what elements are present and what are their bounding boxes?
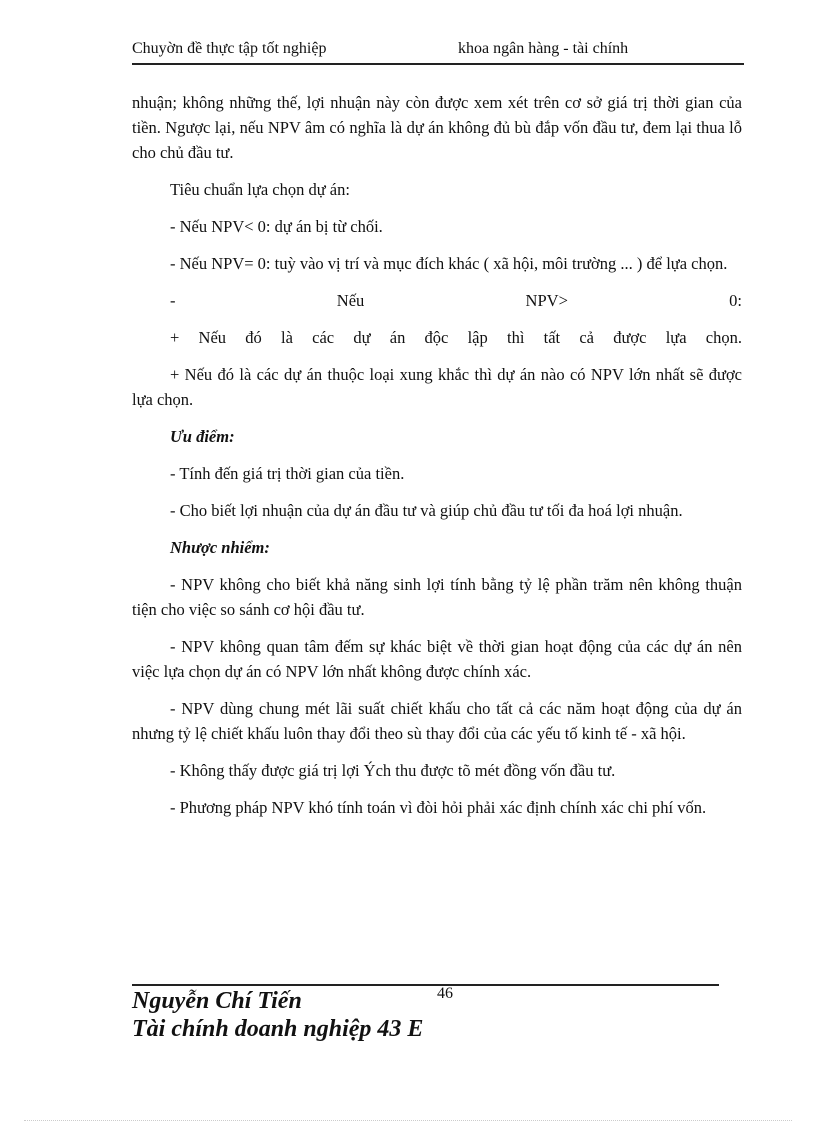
- page-body: [132, 90, 742, 832]
- paragraph-npv-continuation: nhuận; không những thế, lợi nhuận này còn được xem xét trên cơ sở giá trị thời gian của tiền. Ngược lại, nếu NPV âm có nghĩa là dự án không đủ bù đắp vốn đầu tư, đem lại thua lỗ cho chủ đầu tư.: [132, 93, 742, 162]
- criteria-npv-negative: - Nếu NPV< 0: dự án bị từ chối.: [170, 217, 383, 236]
- disadvantage-duration: - NPV không quan tâm đếm sự khác biệt về thời gian hoạt động của các dự án nên việc lựa chọn dự án có NPV lớn nhất không được chính xác.: [132, 637, 742, 681]
- criteria-npv-zero: - Nếu NPV= 0: tuỳ vào vị trí và mục đích khác ( xã hội, môi trường ... ) để lựa chọn.: [170, 254, 728, 273]
- paragraph-selection-criteria: Tiêu chuẩn lựa chọn dự án:: [170, 180, 350, 199]
- footer-author-name: Nguyễn Chí Tiến: [132, 988, 302, 1014]
- footer-class-name: Tài chính doanh nghiệp 43 E: [132, 1016, 424, 1042]
- advantages-heading: Ưu điểm:: [170, 427, 235, 446]
- advantage-profit: - Cho biết lợi nhuận của dự án đầu tư và giúp chủ đầu tư tối đa hoá lợi nhuận.: [170, 501, 683, 520]
- header-rule: [132, 63, 744, 65]
- page-edge-divider: [24, 1120, 792, 1121]
- criteria-independent-projects: + Nếu đó là các dự án độc lập thì tất cả được lựa chọn.: [170, 328, 742, 347]
- disadvantage-cost-of-capital: - Phương pháp NPV khó tính toán vì đòi hỏi phải xác định chính xác chi phí vốn.: [170, 798, 707, 817]
- criteria-exclusive-projects: + Nếu đó là các dự án thuộc loại xung khắc thì dự án nào có NPV lớn nhất sẽ được lựa chọn.: [132, 365, 742, 409]
- disadvantage-benefit-per-unit: - Không thấy được giá trị lợi Ých thu được tõ mét đồng vốn đầu tư.: [170, 761, 616, 780]
- advantage-time-value: - Tính đến giá trị thời gian của tiền.: [170, 464, 405, 483]
- page-number: 46: [437, 985, 453, 1002]
- disadvantages-heading: Nhược nhiểm:: [170, 538, 270, 557]
- page-header: [132, 40, 744, 64]
- footer-rule: [132, 984, 719, 986]
- header-document-title: Chuyờn đề thực tập tốt nghiệp: [132, 40, 327, 57]
- header-faculty: khoa ngân hàng - tài chính: [458, 40, 629, 57]
- criteria-npv-positive: - Nếu NPV> 0:: [170, 291, 742, 310]
- disadvantage-percentage: - NPV không cho biết khả năng sinh lợi tính bằng tỷ lệ phần trăm nên không thuận tiện cho việc so sánh cơ hội đầu tư.: [132, 575, 742, 619]
- disadvantage-discount-rate: - NPV dùng chung mét lãi suất chiết khấu cho tất cả các năm hoạt động của dự án nhưng tỷ lệ chiết khấu luôn thay đổi theo sù thay đổi của các yếu tố kinh tế - xã hội.: [132, 699, 742, 743]
